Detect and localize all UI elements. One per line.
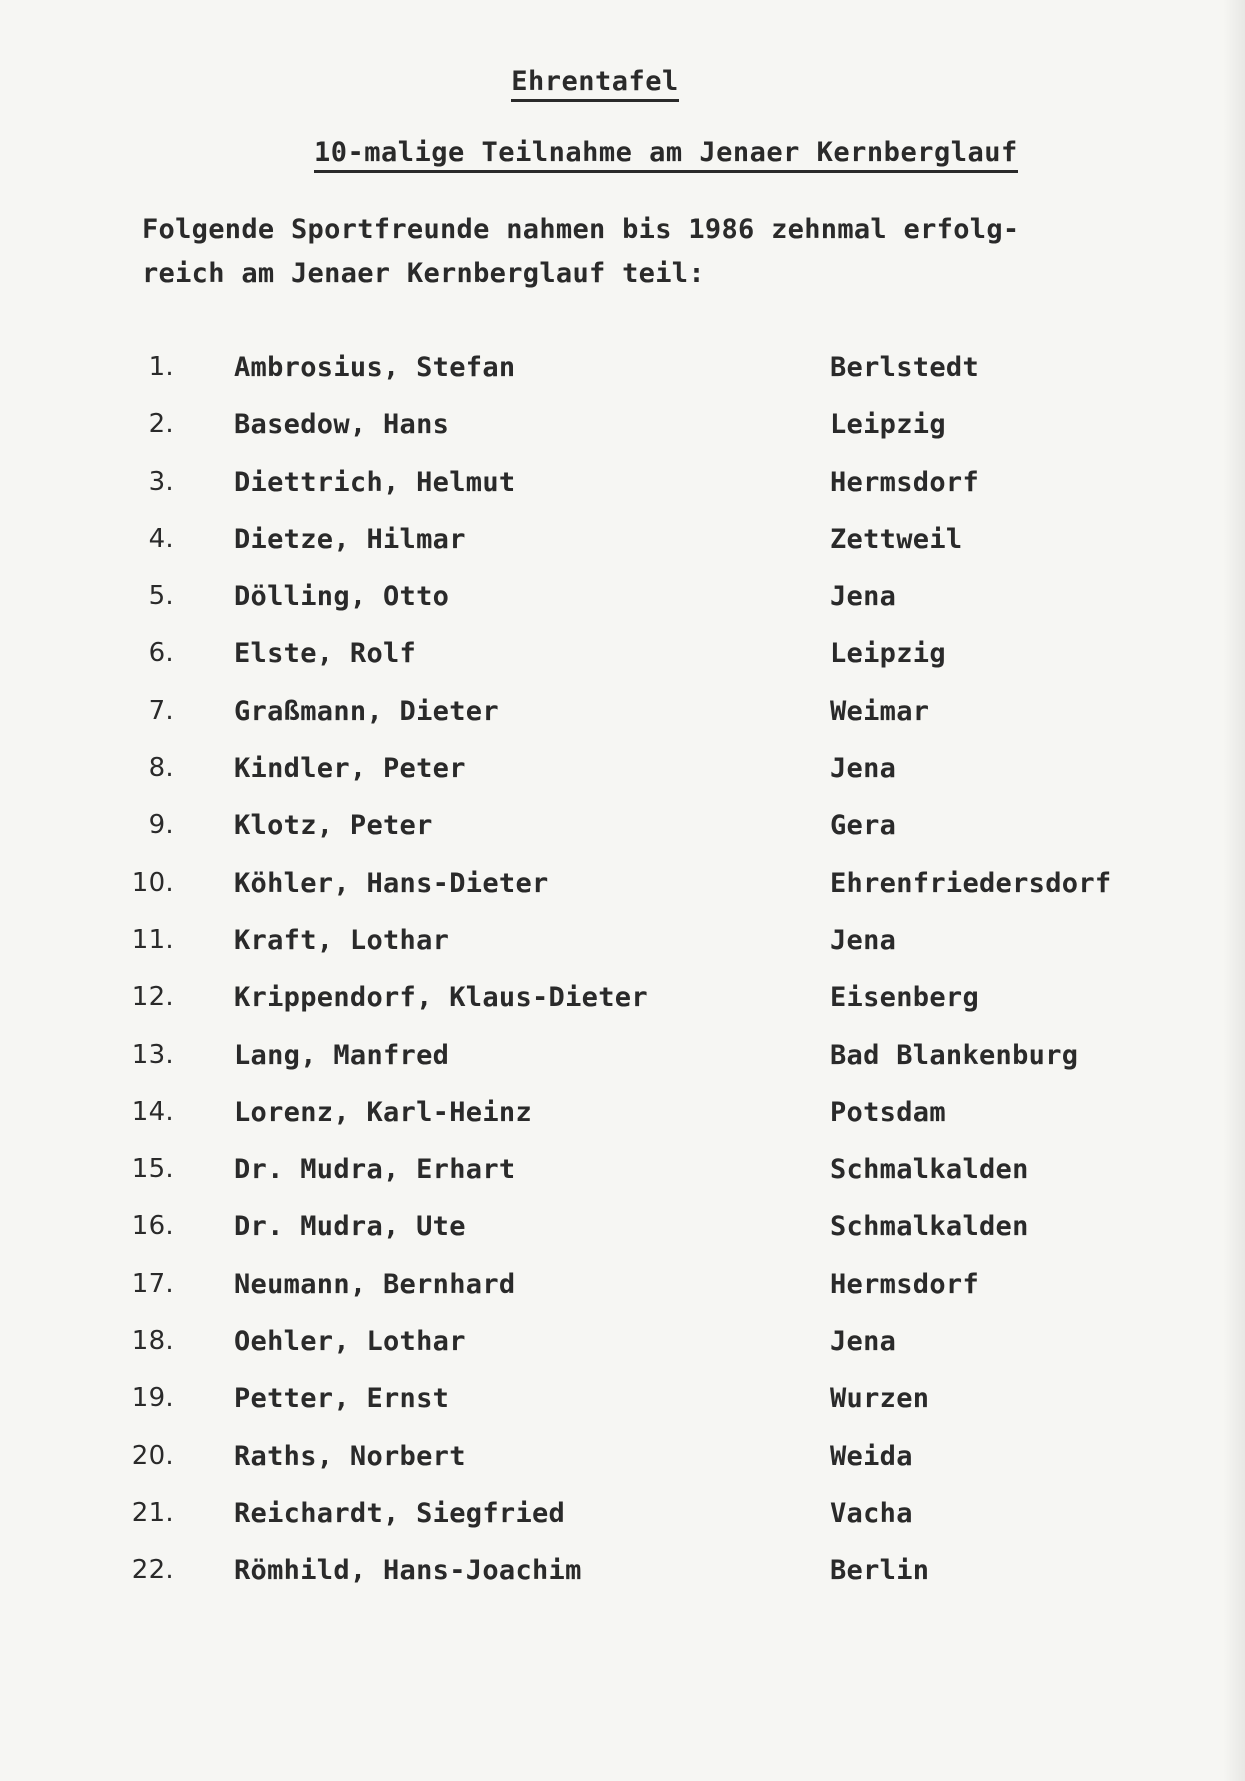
entry-name: Elste, Rolf <box>234 638 417 670</box>
list-item <box>0 524 1245 581</box>
list-item <box>0 810 1245 867</box>
document-subtitle-text: 10-malige Teilnahme am Jenaer Kernberglauf <box>314 137 1018 173</box>
entry-city: Jena <box>830 753 897 785</box>
entry-city: Berlin <box>830 1555 930 1587</box>
entry-city: Hermsdorf <box>830 1268 979 1300</box>
entry-number: 3. <box>148 466 174 497</box>
entry-name: Dietze, Hilmar <box>234 523 466 555</box>
list-item <box>0 1211 1245 1268</box>
list-item <box>0 1040 1245 1097</box>
list-item <box>0 1441 1245 1498</box>
list-item <box>0 409 1245 466</box>
entry-number: 15. <box>131 1154 174 1185</box>
entry-name: Ambrosius, Stefan <box>234 352 516 383</box>
intro-paragraph <box>142 208 1102 296</box>
entry-number: 1. <box>148 352 174 382</box>
list-item <box>0 1555 1245 1612</box>
entry-name: Lang, Manfred <box>234 1039 450 1071</box>
entry-city: Weimar <box>830 695 930 727</box>
entry-city: Weida <box>830 1440 913 1472</box>
entry-city: Berlstedt <box>830 352 979 383</box>
list-item <box>0 638 1245 695</box>
list-item <box>0 467 1245 524</box>
entry-name: Klotz, Peter <box>234 810 433 842</box>
entry-number: 4. <box>148 523 174 554</box>
document-title-text: Ehrentafel <box>511 66 679 102</box>
entry-city: Bad Blankenburg <box>830 1039 1079 1071</box>
document-subtitle <box>314 137 1018 168</box>
document-title <box>0 66 1190 97</box>
entry-city: Ehrenfriedersdorf <box>830 867 1112 899</box>
entry-number: 19. <box>131 1383 174 1414</box>
entry-number: 11. <box>131 924 174 955</box>
entry-number: 6. <box>148 638 174 669</box>
list-item <box>0 352 1245 409</box>
list-item <box>0 1097 1245 1154</box>
entry-number: 22. <box>131 1555 174 1586</box>
list-item <box>0 925 1245 982</box>
list-item <box>0 982 1245 1039</box>
entry-number: 14. <box>131 1096 174 1127</box>
intro-line-1: Folgende Sportfreunde nahmen bis 1986 zehnmal erfolg- <box>142 214 1020 245</box>
entry-city: Hermsdorf <box>830 466 979 498</box>
list-item <box>0 1154 1245 1211</box>
entry-name: Petter, Ernst <box>234 1383 450 1415</box>
entry-number: 13. <box>131 1039 174 1070</box>
entry-number: 10. <box>131 867 174 898</box>
entry-number: 8. <box>148 753 174 784</box>
list-item <box>0 868 1245 925</box>
entry-number: 16. <box>131 1211 174 1242</box>
entry-number: 12. <box>131 982 174 1013</box>
entry-city: Jena <box>830 581 897 613</box>
entry-city: Schmalkalden <box>830 1211 1029 1243</box>
entry-name: Dölling, Otto <box>234 581 450 613</box>
entry-city: Jena <box>830 1326 897 1358</box>
entry-city: Eisenberg <box>830 982 979 1014</box>
entry-number: 20. <box>131 1440 174 1471</box>
entry-name: Diettrich, Helmut <box>234 466 516 498</box>
entry-city: Gera <box>830 810 897 842</box>
list-item <box>0 1269 1245 1326</box>
entry-number: 21. <box>131 1497 174 1528</box>
entry-number: 9. <box>148 810 174 841</box>
entry-name: Graßmann, Dieter <box>234 695 499 727</box>
entry-city: Wurzen <box>830 1383 930 1415</box>
entry-city: Leipzig <box>830 409 946 441</box>
entry-name: Raths, Norbert <box>234 1440 466 1472</box>
entry-name: Krippendorf, Klaus-Dieter <box>234 982 648 1014</box>
entry-name: Dr. Mudra, Ute <box>234 1211 466 1243</box>
intro-line-2: reich am Jenaer Kernberglauf teil: <box>142 258 705 289</box>
entry-number: 5. <box>148 581 174 612</box>
entry-city: Leipzig <box>830 638 946 670</box>
entry-name: Basedow, Hans <box>234 409 450 441</box>
entry-name: Lorenz, Karl-Heinz <box>234 1096 532 1128</box>
list-item <box>0 1498 1245 1555</box>
entry-name: Neumann, Bernhard <box>234 1268 516 1300</box>
entry-name: Kindler, Peter <box>234 753 466 785</box>
entry-city: Zettweil <box>830 523 963 555</box>
list-item <box>0 1326 1245 1383</box>
entry-name: Dr. Mudra, Erhart <box>234 1154 516 1186</box>
honor-list <box>0 352 1245 1613</box>
list-item <box>0 753 1245 810</box>
entry-name: Römhild, Hans-Joachim <box>234 1555 582 1587</box>
entry-city: Jena <box>830 924 897 956</box>
list-item <box>0 581 1245 638</box>
entry-number: 18. <box>131 1326 174 1357</box>
entry-number: 2. <box>148 409 174 440</box>
entry-name: Oehler, Lothar <box>234 1326 466 1358</box>
entry-city: Vacha <box>830 1497 913 1529</box>
entry-name: Köhler, Hans-Dieter <box>234 867 549 899</box>
entry-city: Schmalkalden <box>830 1154 1029 1186</box>
list-item <box>0 1383 1245 1440</box>
entry-number: 17. <box>131 1268 174 1299</box>
entry-name: Reichardt, Siegfried <box>234 1497 566 1529</box>
entry-number: 7. <box>148 695 174 726</box>
entry-city: Potsdam <box>830 1096 946 1128</box>
list-item <box>0 696 1245 753</box>
entry-name: Kraft, Lothar <box>234 924 450 956</box>
